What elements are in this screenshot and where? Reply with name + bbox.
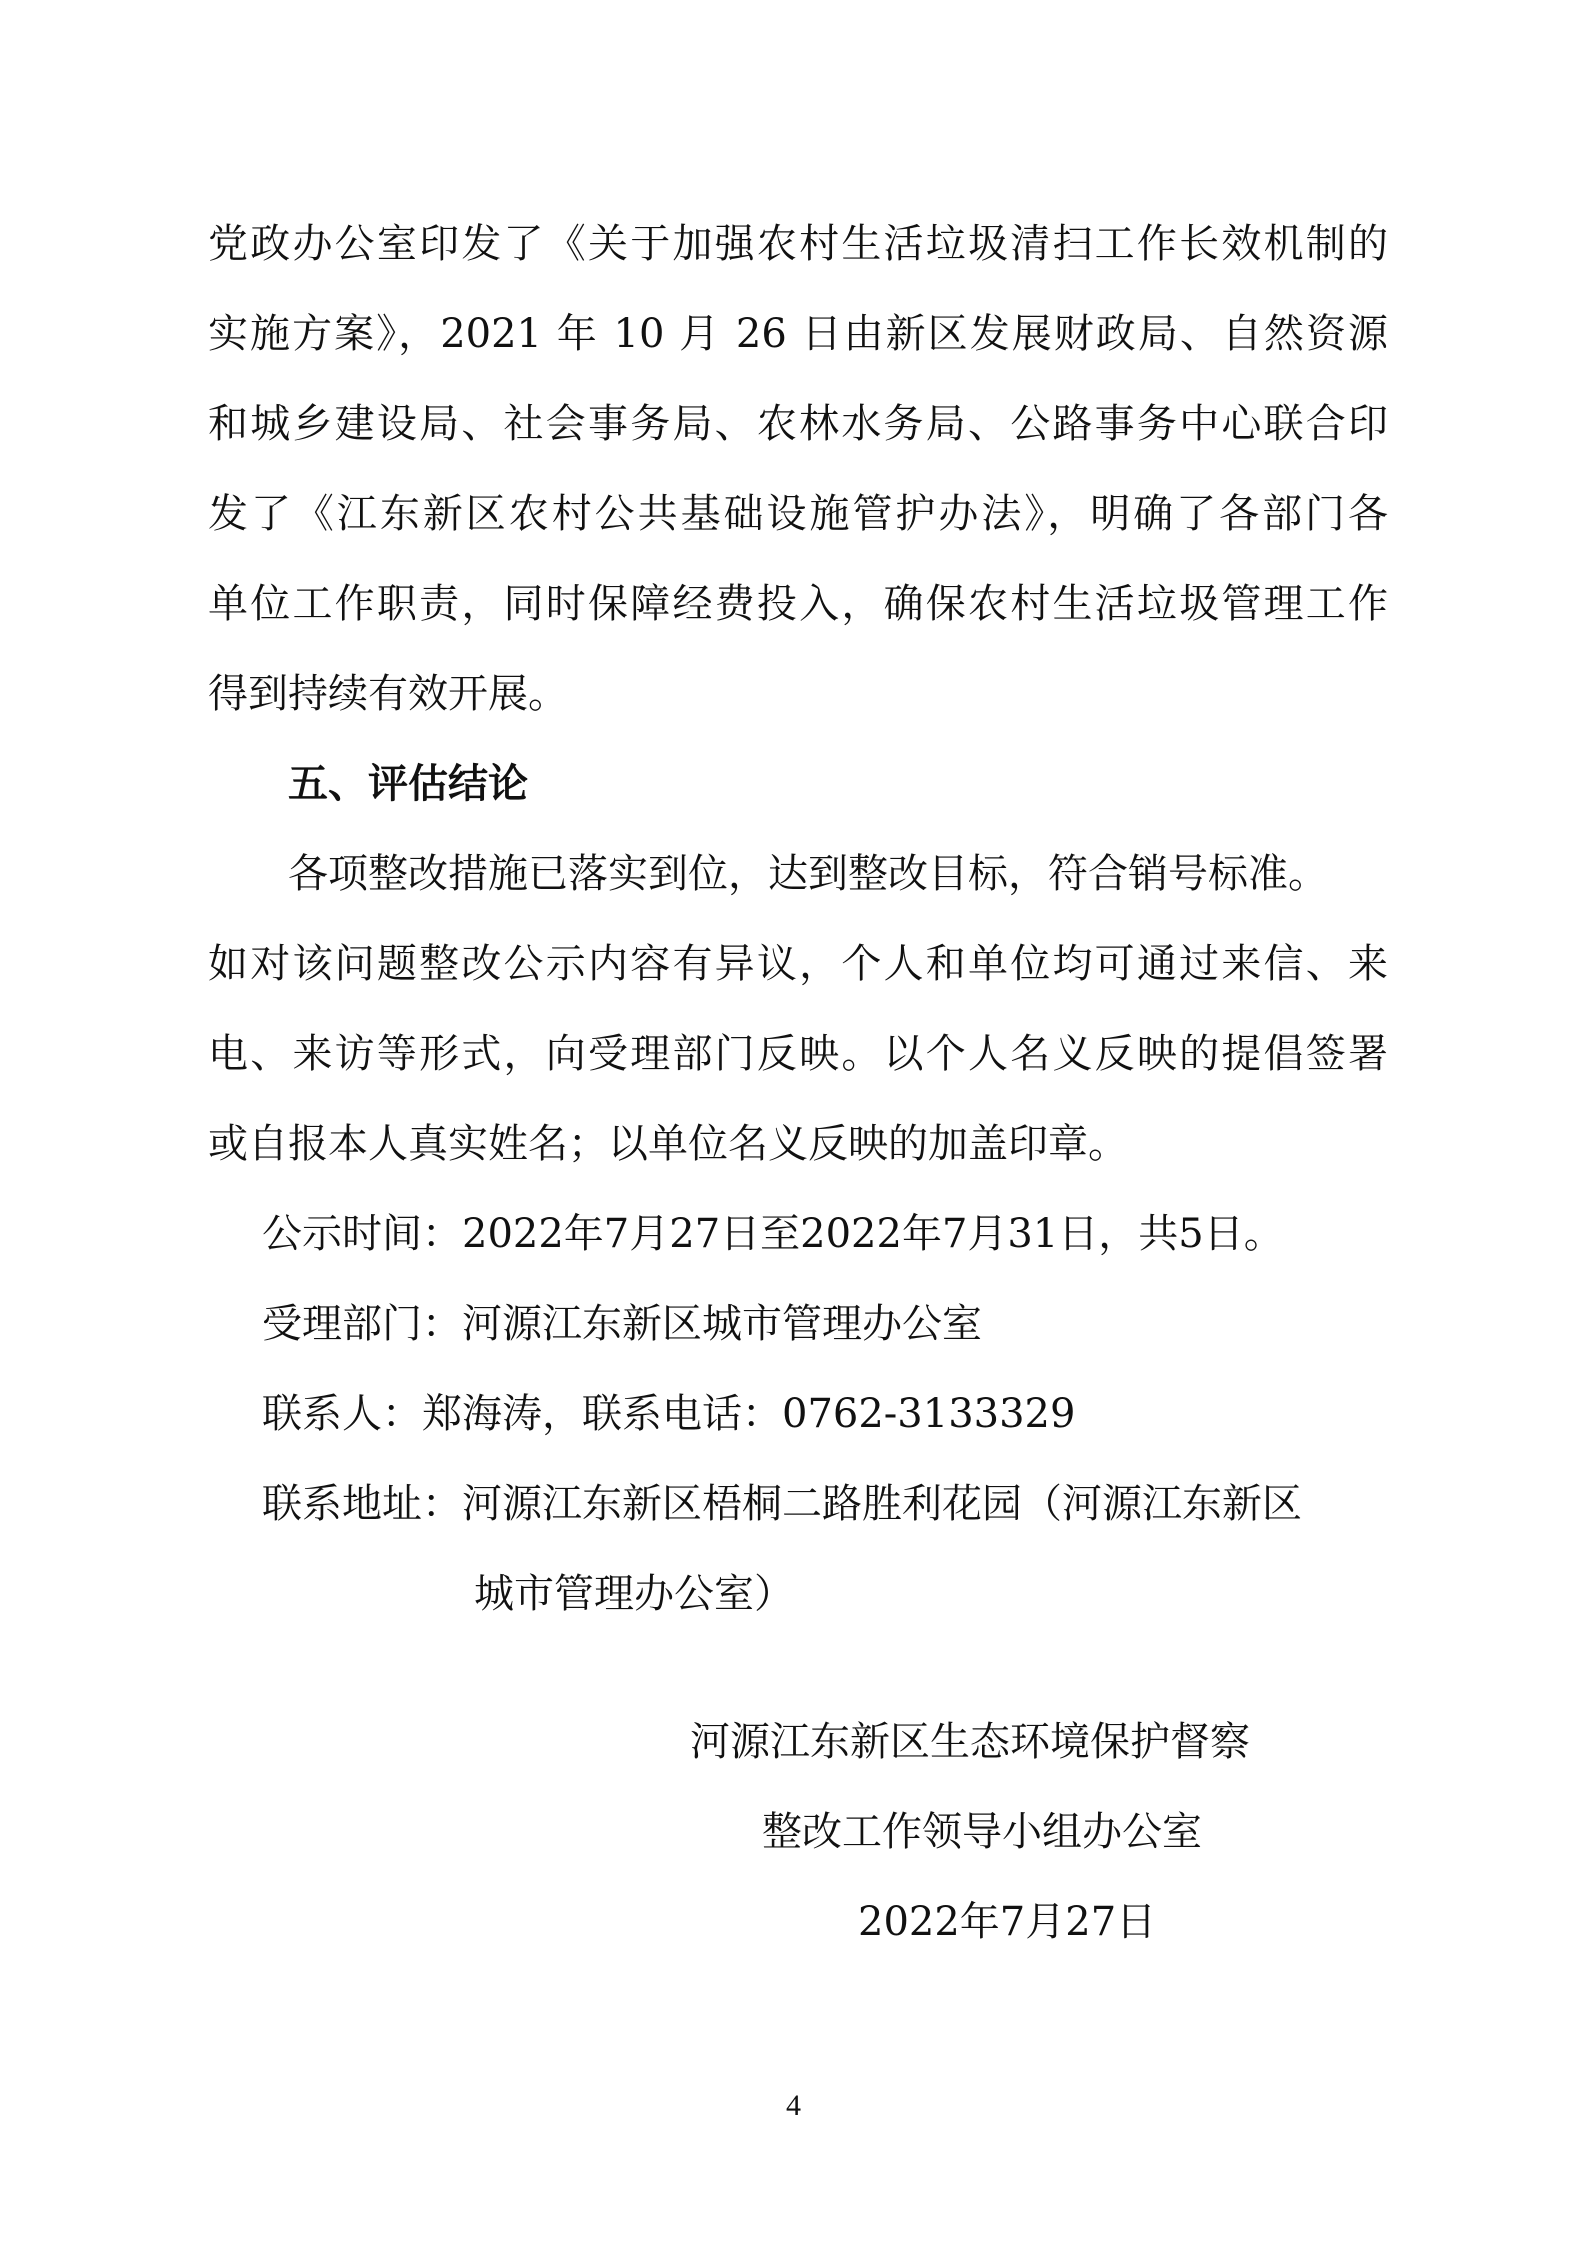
paragraph-line: 各项整改措施已落实到位，达到整改目标，符合销号标准。 bbox=[288, 851, 1328, 897]
section-heading: 五、评估结论 bbox=[288, 761, 528, 807]
paragraph-line: 或自报本人真实姓名；以单位名义反映的加盖印章。 bbox=[208, 1121, 1128, 1167]
department: 受理部门：河源江东新区城市管理办公室 bbox=[262, 1301, 982, 1347]
signature-org: 河源江东新区生态环境保护督察 bbox=[690, 1719, 1250, 1765]
address-line: 联系地址：河源江东新区梧桐二路胜利花园（河源江东新区 bbox=[262, 1481, 1302, 1527]
paragraph-line: 得到持续有效开展。 bbox=[208, 671, 568, 717]
address-line: 城市管理办公室） bbox=[474, 1571, 794, 1617]
paragraph-line: 实施方案》，2021 年 10 月 26 日由新区发展财政局、自然资源 bbox=[208, 311, 1388, 357]
signature-org: 整改工作领导小组办公室 bbox=[762, 1809, 1202, 1855]
paragraph-line: 电、来访等形式，向受理部门反映。以个人名义反映的提倡签署 bbox=[208, 1031, 1388, 1077]
paragraph-line: 和城乡建设局、社会事务局、农林水务局、公路事务中心联合印 bbox=[208, 401, 1388, 447]
signature-date: 2022年7月27日 bbox=[858, 1899, 1157, 1945]
paragraph-line: 发了《江东新区农村公共基础设施管护办法》，明确了各部门各 bbox=[208, 491, 1388, 537]
publicity-time: 公示时间：2022年7月27日至2022年7月31日，共5日。 bbox=[262, 1211, 1284, 1257]
contact-info: 联系人：郑海涛，联系电话：0762-3133329 bbox=[262, 1391, 1076, 1437]
paragraph-line: 如对该问题整改公示内容有异议，个人和单位均可通过来信、来 bbox=[208, 941, 1388, 987]
paragraph-line: 党政办公室印发了《关于加强农村生活垃圾清扫工作长效机制的 bbox=[208, 221, 1388, 267]
paragraph-line: 单位工作职责，同时保障经费投入，确保农村生活垃圾管理工作 bbox=[208, 581, 1388, 627]
page-number: 4 bbox=[786, 2089, 801, 2122]
